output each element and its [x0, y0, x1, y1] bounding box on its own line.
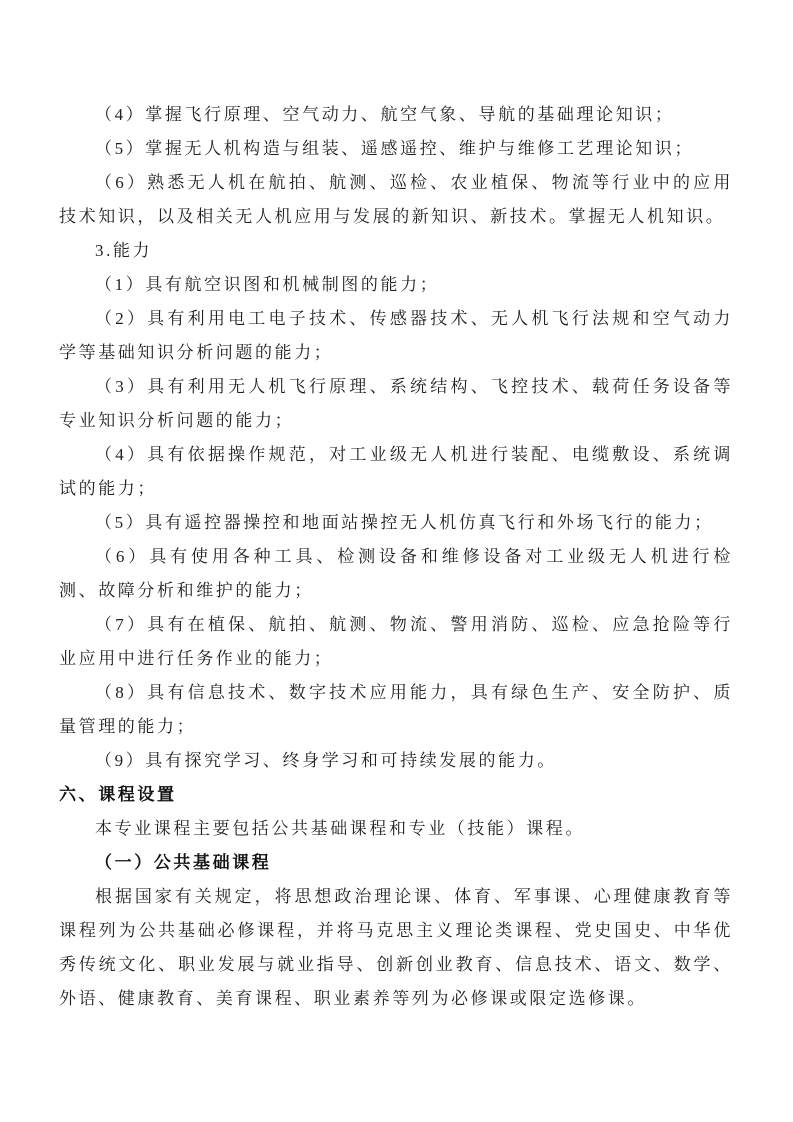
- subsection-heading-public-basic-courses: （一）公共基础课程: [95, 853, 272, 872]
- list-item-ability-6: （6）具有使用各种工具、检测设备和维修设备对工业级无人机进行检测、故障分析和维护的能力；: [59, 547, 733, 600]
- list-item-ability-4: （4）具有依据操作规范，对工业级无人机进行装配、电缆敷设、系统调试的能力；: [59, 445, 733, 498]
- list-item-knowledge-5: （5）掌握无人机构造与组装、遥感遥控、维护与维修工艺理论知识；: [95, 139, 695, 158]
- list-item-ability-8: （8）具有信息技术、数字技术应用能力，具有绿色生产、安全防护、质量管理的能力；: [59, 683, 733, 736]
- list-item-knowledge-6: （6）熟悉无人机在航拍、航测、巡检、农业植保、物流等行业中的应用技术知识，以及相关无人机应用与发展的新知识、新技术。掌握无人机知识。: [59, 173, 733, 226]
- list-item-ability-9: （9）具有探究学习、终身学习和可持续发展的能力。: [95, 751, 557, 770]
- list-item-ability-2: （2）具有利用电工电子技术、传感器技术、无人机飞行法规和空气动力学等基础知识分析问题的能力；: [59, 309, 733, 362]
- list-item-knowledge-4: （4）掌握飞行原理、空气动力、航空气象、导航的基础理论知识；: [95, 105, 675, 124]
- paragraph-public-basic-courses-detail: 根据国家有关规定，将思想政治理论课、体育、军事课、心理健康教育等课程列为公共基础必修课程，并将马克思主义理论类课程、党史国史、中华优秀传统文化、职业发展与就业指导、创新创业教育、信息技术、语文、数学、外语、健康教育、美育课程、职业素养等列为必修课或限定选修课。: [59, 887, 733, 1008]
- list-item-ability-3: （3）具有利用无人机飞行原理、系统结构、飞控技术、载荷任务设备等专业知识分析问题的能力；: [59, 377, 733, 430]
- document-content: [59, 98, 733, 1016]
- list-item-ability-7: （7）具有在植保、航拍、航测、物流、警用消防、巡检、应急抢险等行业应用中进行任务作业的能力；: [59, 615, 733, 668]
- paragraph-course-overview: 本专业课程主要包括公共基础课程和专业（技能）课程。: [95, 819, 585, 838]
- subsection-label-ability: 3.能力: [95, 241, 153, 260]
- list-item-ability-1: （1）具有航空识图和机械制图的能力；: [95, 275, 440, 294]
- list-item-ability-5: （5）具有遥控器操控和地面站操控无人机仿真飞行和外场飞行的能力；: [95, 513, 714, 532]
- section-heading-course-setup: 六、课程设置: [59, 785, 177, 804]
